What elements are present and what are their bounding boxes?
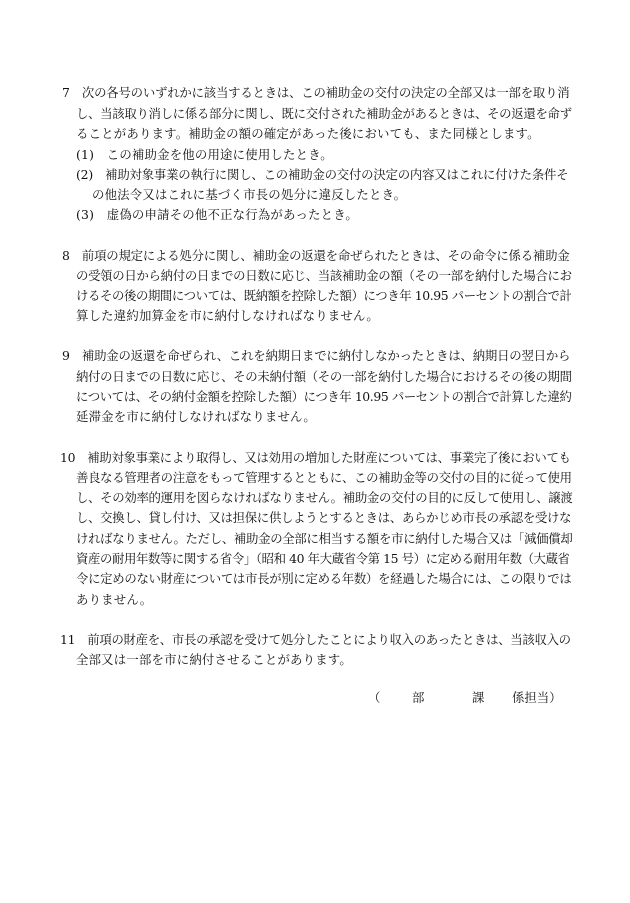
clause-7-item-2-line-1: (2) 補助対象事業の執行に関し、この補助金の交付の決定の内容又はこれに付けた条件そ xyxy=(76,167,569,182)
clause-7-item-2-line-2: の他法令又はこれに基づく市長の処分に違反したとき。 xyxy=(92,187,407,202)
clause-10-line-8: ありません。 xyxy=(76,592,153,607)
clause-9-line-2: 納付の日までの日数に応じ、その未納付額（その一部を納付した場合におけるその後の期間 xyxy=(76,369,572,384)
clause-7-item-3: (3) 虚偽の申請その他不正な行為があったとき。 xyxy=(76,207,358,222)
footer-section-label: 課 xyxy=(472,690,485,705)
clause-10-line-1: 10 補助対象事業により取得し、又は効用の増加した財産については、事業完了後においても xyxy=(60,450,571,465)
clause-7-line-3: ることがあります。補助金の額の確定があった後においても、また同様とします。 xyxy=(76,126,540,141)
clause-11-line-2: 全部又は一部を市に納付させることがあります。 xyxy=(76,652,353,667)
clause-11-line-1: 11 前項の財産を、市長の承認を受けて処分したことにより収入のあったときは、当該収入の xyxy=(60,632,571,647)
clause-9-line-4: 延滞金を市に納付しなければなりません。 xyxy=(76,409,316,424)
clause-8-line-3: けるその後の期間については、既納額を控除した額）につき年 10.95 パーセントの割合で計 xyxy=(76,288,572,303)
clause-10-line-3: し、その効率的運用を図らなければなりません。補助金の交付の目的に反して使用し、譲渡 xyxy=(76,490,573,505)
clause-8-line-2: の受領の日から納付の日までの日数に応じ、当該補助金の額（その一部を納付した場合にお xyxy=(76,268,572,283)
clause-8-line-4: 算した違約加算金を市に納付しなければなりません。 xyxy=(76,308,379,323)
footer-dept-label: 部 xyxy=(412,690,425,705)
clause-10-line-7: 令に定めのない財産については市長が別に定める年数）を経過した場合には、この限りでは xyxy=(76,571,572,586)
clause-7-line-2: し、当該取り消しに係る部分に関し、既に交付された補助金があるときは、その返還を命ず xyxy=(76,106,572,121)
clause-7-line-1: 7 次の各号のいずれかに該当するときは、この補助金の交付の決定の全部又は一部を取り消 xyxy=(62,85,570,100)
clause-10-line-2: 善良なる管理者の注意をもって管理するとともに、この補助金等の交付の目的に従って使用 xyxy=(76,470,572,485)
clause-8-line-1: 8 前項の規定による処分に関し、補助金の返還を命ぜられたときは、その命令に係る補助金 xyxy=(62,248,570,263)
clause-9-line-3: については、その納付金額を控除した額）につき年 10.95 パーセントの割合で計算した違約 xyxy=(76,389,572,404)
clause-9-line-1: 9 補助金の返還を命ぜられ、これを納期日までに納付しなかったときは、納期日の翌日から xyxy=(62,348,571,363)
clause-10-line-5: ければなりません。ただし、補助金の全部に相当する額を市に納付した場合又は「減価償却 xyxy=(76,531,573,546)
clause-10-line-4: し、交換し、貸し付け、又は担保に供しようとするときは、あらかじめ市長の承認を受けな xyxy=(76,510,572,525)
footer-open-paren: （ xyxy=(368,690,381,705)
clause-10-line-6: 資産の耐用年数等に関する省令」（昭和 40 年大蔵省令第 15 号）に定める耐用年数（大蔵省 xyxy=(76,551,570,566)
clause-7-item-1: (1) この補助金を他の用途に使用したとき。 xyxy=(76,147,333,162)
footer-person-label: 係担当） xyxy=(512,690,562,705)
